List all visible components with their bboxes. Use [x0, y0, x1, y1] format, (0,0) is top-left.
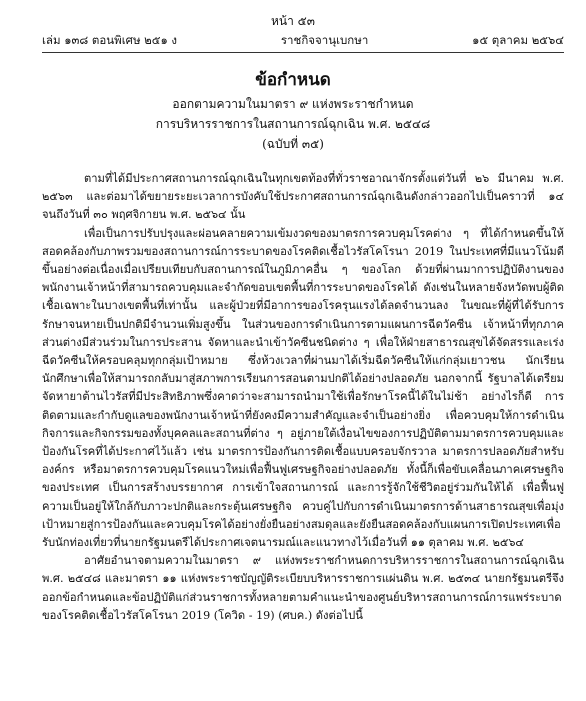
paragraph-1: ตามที่ได้มีประกาศสถานการณ์ฉุกเฉินในทุกเขตท้องที่ทั่วราชอาณาจักรตั้งแต่วันที่ ๒๖ มีนาคม พ.ศ. ๒๕๖๓ และต่อมาได้ขยายระยะเวลาการบังคับใช้ประกาศสถานการณ์ฉุกเฉินดังกล่าวออกไปเป็นคราวที่ ๑๔ จนถึงวันที่ ๓๐ พฤศจิกายน พ.ศ. ๒๕๖๔ นั้น	[42, 172, 564, 222]
paragraph-2: เพื่อเป็นการปรับปรุงและผ่อนคลายความเข้มงวดของมาตรการควบคุมโรคต่าง ๆ ที่ได้กำหนดขึ้นให้สอดคล้องกับภาพรวมของสถานการณ์การระบาดของโรคติดเชื้อไวรัสโคโรนา 2019 ในประเทศที่มีแนวโน้มดีขึ้นอย่างต่อเนื่องเมื่อเปรียบเทียบกับสถานการณ์ในภูมิภาคอื่น ๆ ของโลก ด้วยที่ผ่านมาการปฏิบัติงานของพนักงานเจ้าหน้าที่สามารถควบคุมและจำกัดขอบเขตพื้นที่การระบาดของโรคได้ ดังเช่นในหลายจังหวัดพบผู้ติดเชื้อเฉพาะในบางเขตพื้นที่เท่านั้น และผู้ป่วยที่มีอาการของโรครุนแรงได้ลดจำนวนลง ในขณะที่ผู้ที่ได้รับการรักษาจนหายเป็นปกติมีจำนวนเพิ่มสูงขึ้น ในส่วนของการดำเนินการตามแผนการฉีดวัคซีน เจ้าหน้าที่ทุกภาคส่วนต่างมีส่วนร่วมในการประสาน จัดหาและนำเข้าวัคซีนชนิดต่าง ๆ เพื่อให้ฝ่ายสาธารณสุขได้จัดสรรและเร่งฉีดวัคซีนให้ครอบคลุมทุกกลุ่มเป้าหมาย ซึ่งห้วงเวลาที่ผ่านมาได้เริ่มฉีดวัคซีนให้แก่กลุ่มเยาวชน นักเรียน นักศึกษาเพื่อให้สามารถกลับมาสู่สภาพการเรียนการสอนตามปกติได้อย่างปลอดภัย นอกจากนี้ รัฐบาลได้เตรียมจัดหายาต้านไวรัสที่มีประสิทธิภาพซึ่งคาดว่าจะสามารถนำมาใช้เพื่อรักษาโรคนี้ได้ในไม่ช้า อย่างไรก็ดี การติดตามและกำกับดูแลของพนักงานเจ้าหน้าที่ยังคงมีความสำคัญและจำเป็นอย่างยิ่ง เพื่อควบคุมให้การดำเนินกิจการและกิจกรรมของทั้งบุคคลและสถานที่ต่าง ๆ อยู่ภายใต้เงื่อนไขของการปฏิบัติตามมาตรการควบคุมและป้องกันโรคที่ได้ประกาศไว้แล้ว เช่น มาตรการป้องกันการติดเชื้อแบบครอบจักรวาล มาตรการปลอดภัยสำหรับองค์กร หรือมาตรการควบคุมโรคแนวใหม่เพื่อฟื้นฟูเศรษฐกิจอย่างปลอดภัย ทั้งนี้ก็เพื่อขับเคลื่อนภาคเศรษฐกิจของประเทศ เป็นการสร้างบรรยากาศ การเข้าใจสถานการณ์ และการรู้จักใช้ชีวิตอยู่ร่วมกันให้ได้ เพื่อฟื้นฟูความเป็นอยู่ให้ใกล้กับภาวะปกติและกระตุ้นเศรษฐกิจ ควบคู่ไปกับการดำเนินมาตรการด้านสาธารณสุขเพื่อมุ่งเป้าหมายสู่การป้องกันและควบคุมโรคได้อย่างยั่งยืนอย่างสมดุลและยังยืนสอดคล้องกับแผนการเปิดประเทศเพื่อรับนักท่องเที่ยวที่นายกรัฐมนตรีได้ประกาศเจตนารมณ์และแนวทางไว้เมื่อวันที่ ๑๑ ตุลาคม พ.ศ. ๒๕๖๔	[42, 226, 564, 550]
publication-date: ๑๕ ตุลาคม ๒๕๖๔	[472, 33, 564, 47]
document-issue-number: (ฉบับที่ ๓๕)	[262, 137, 324, 151]
document-body	[42, 170, 564, 625]
publication-name: ราชกิจจานุเบกษา	[280, 33, 369, 47]
document-subtitle-1: ออกตามความในมาตรา ๙ แห่งพระราชกำหนด	[172, 97, 414, 111]
volume-info: เล่ม ๑๓๘ ตอนพิเศษ ๒๕๑ ง	[42, 33, 178, 47]
gazette-header	[42, 32, 564, 50]
document-subtitle-2: การบริหารราชการในสถานการณ์ฉุกเฉิน พ.ศ. ๒๕๔๘	[155, 117, 431, 131]
header-divider	[42, 52, 564, 53]
document-title: ข้อกำหนด	[255, 70, 331, 90]
page-number: หน้า ๕๓	[271, 14, 315, 28]
paragraph-3: อาศัยอำนาจตามความในมาตรา ๙ แห่งพระราชกำหนดการบริหารราชการในสถานการณ์ฉุกเฉิน พ.ศ. ๒๕๔๘ และมาตรา ๑๑ แห่งพระราชบัญญัติระเบียบบริหารราชการแผ่นดิน พ.ศ. ๒๕๓๔ นายกรัฐมนตรีจึงออกข้อกำหนดและข้อปฏิบัติแก่ส่วนราชการทั้งหลายตามคำแนะนำของศูนย์บริหารสถานการณ์การแพร่ระบาดของโรคติดเชื้อไวรัสโคโรนา 2019 (โควิด - 19) (ศบค.) ดังต่อไปนี้	[42, 554, 564, 622]
